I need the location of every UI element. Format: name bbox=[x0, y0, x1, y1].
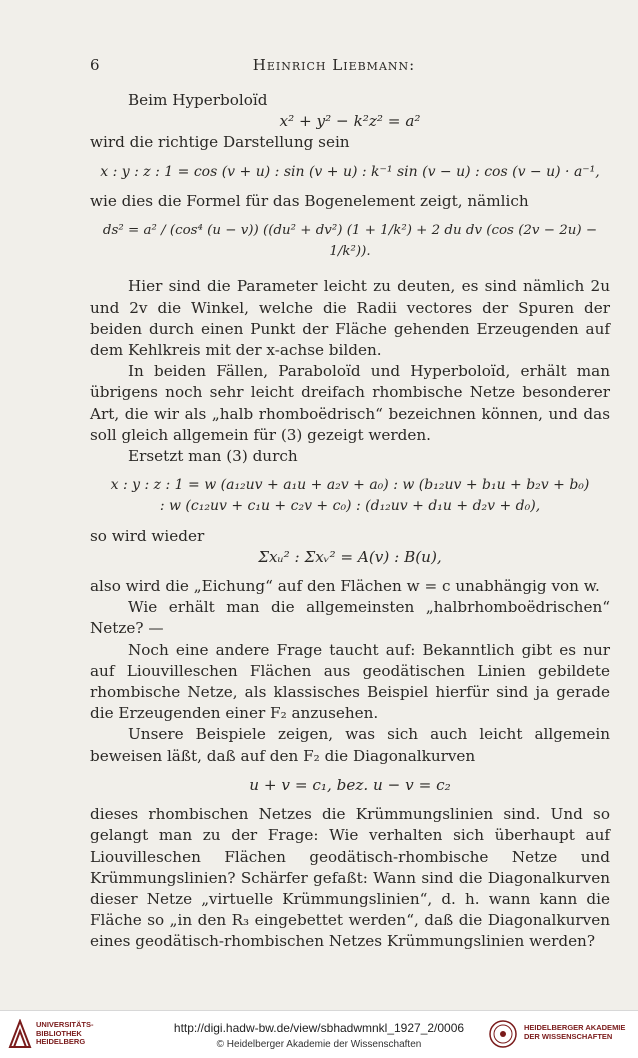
paragraph-bogenelement: wie dies die Formel für das Bogenelement zeigt, nämlich bbox=[90, 191, 529, 210]
paragraph-hyperboloid-intro: Beim Hyperboloïd bbox=[128, 91, 268, 109]
paragraph-halb-rhomboedrisch: In beiden Fällen, Paraboloïd und Hyperboloïd, erhält man übrigens noch sehr leicht dreifach rhombische Netze besonderer Art, die wir als „halb rhomboëdrisch“ bezeichnen können, und das soll gleich allgemein für (3) gezeigt werden. bbox=[90, 362, 610, 444]
paragraph-eichung: also wird die „Eichung“ auf den Flächen w = c unabhängig von w. bbox=[90, 577, 600, 596]
paragraph-parameter: Hier sind die Parameter leicht zu deuten, es sind nämlich 2u und 2v die Winkel, welche die Radii vectores der Spuren der beiden durch einen Punkt der Fläche gehenden Erzeugenden auf dem Kehlkreis mit der x-achse bilden. bbox=[90, 277, 610, 360]
page-number: 6 bbox=[90, 56, 100, 74]
paragraph-kruemmungslinien: dieses rhombischen Netzes die Krümmungslinien sind. Und so gelangt man zu der Frage: Wie verhalten sich überhaupt auf Liouvilleschen Flächen geodätisch-rhombische Netze und Krümmungslinien? Schärfer gefaßt: Wann sind die Diagonalkurven dieser Netze „virtuelle Krümmungslinien“, d. h. wann kann die Fläche so „in den R₃ eingebettet werden“, daß die Diagonalkurven eines geodätisch-rhombischen Netzes Krümmungslinien werden? bbox=[90, 805, 610, 951]
copyright-notice: © Heidelberger Akademie der Wissenschaften bbox=[216, 1039, 422, 1050]
equation-ratio: Σxᵤ² : Σxᵥ² = A(v) : B(u), bbox=[258, 547, 442, 566]
equation-arc-element: ds² = a² / (cos⁴ (u − v)) ((du² + dv²) (1 + 1/k²) + 2 du dv (cos (2v − 2u) − 1/k²)). bbox=[102, 223, 598, 260]
permalink[interactable]: http://digi.hadw-bw.de/view/sbhadwmnkl_1927_2/0006 bbox=[173, 1021, 465, 1035]
page-header bbox=[90, 56, 578, 78]
equation-substitution-line1: x : y : z : 1 = w (a₁₂uv + a₁u + a₂v + a₀) : w (b₁₂uv + b₁u + b₂v + b₀) bbox=[110, 477, 590, 494]
running-head: Heinrich Liebmann: bbox=[252, 56, 416, 74]
paragraph-beispiele: Unsere Beispiele zeigen, was sich auch leicht allgemein beweisen läßt, daß auf den F₂ die Diagonalkurven bbox=[90, 725, 610, 765]
paragraph-darstellung: wird die richtige Darstellung sein bbox=[90, 133, 350, 152]
paragraph-so-wird-wieder: so wird wieder bbox=[90, 526, 205, 545]
equation-parametrization: x : y : z : 1 = cos (v + u) : sin (v + u) : k⁻¹ sin (v − u) : cos (v − u) · a⁻¹, bbox=[100, 163, 600, 180]
body-text bbox=[90, 90, 610, 953]
library-name: UNIVERSITÄTS-BIBLIOTHEK HEIDELBERG bbox=[36, 1020, 94, 1046]
equation-hyperboloid: x² + y² − k²z² = a² bbox=[279, 112, 421, 131]
equation-substitution-line2: : w (c₁₂uv + c₁u + c₂v + c₀) : (d₁₂uv + d₁u + d₂v + d₀), bbox=[159, 498, 541, 515]
paragraph-ersetzt: Ersetzt man (3) durch bbox=[128, 447, 298, 466]
viewer-footer bbox=[0, 1010, 638, 1058]
paragraph-liouville: Noch eine andere Frage taucht auf: Bekanntlich gibt es nur auf Liouvilleschen Flächen aus geodätischen Linien gebildete rhombische Netze, als klassisches Beispiel hierfür sind ja gerade die Erzeugenden einer F₂ anzusehen. bbox=[90, 640, 610, 723]
academy-seal-icon bbox=[488, 1019, 518, 1049]
academy-name: HEIDELBERGER AKADEMIE DER WISSENSCHAFTEN bbox=[524, 1023, 626, 1041]
paragraph-question: Wie erhält man die allgemeinsten „halbrhomboëdrischen“ Netze? — bbox=[90, 598, 610, 638]
equation-diagonal-curves: u + v = c₁, bez. u − v = c₂ bbox=[249, 775, 451, 794]
